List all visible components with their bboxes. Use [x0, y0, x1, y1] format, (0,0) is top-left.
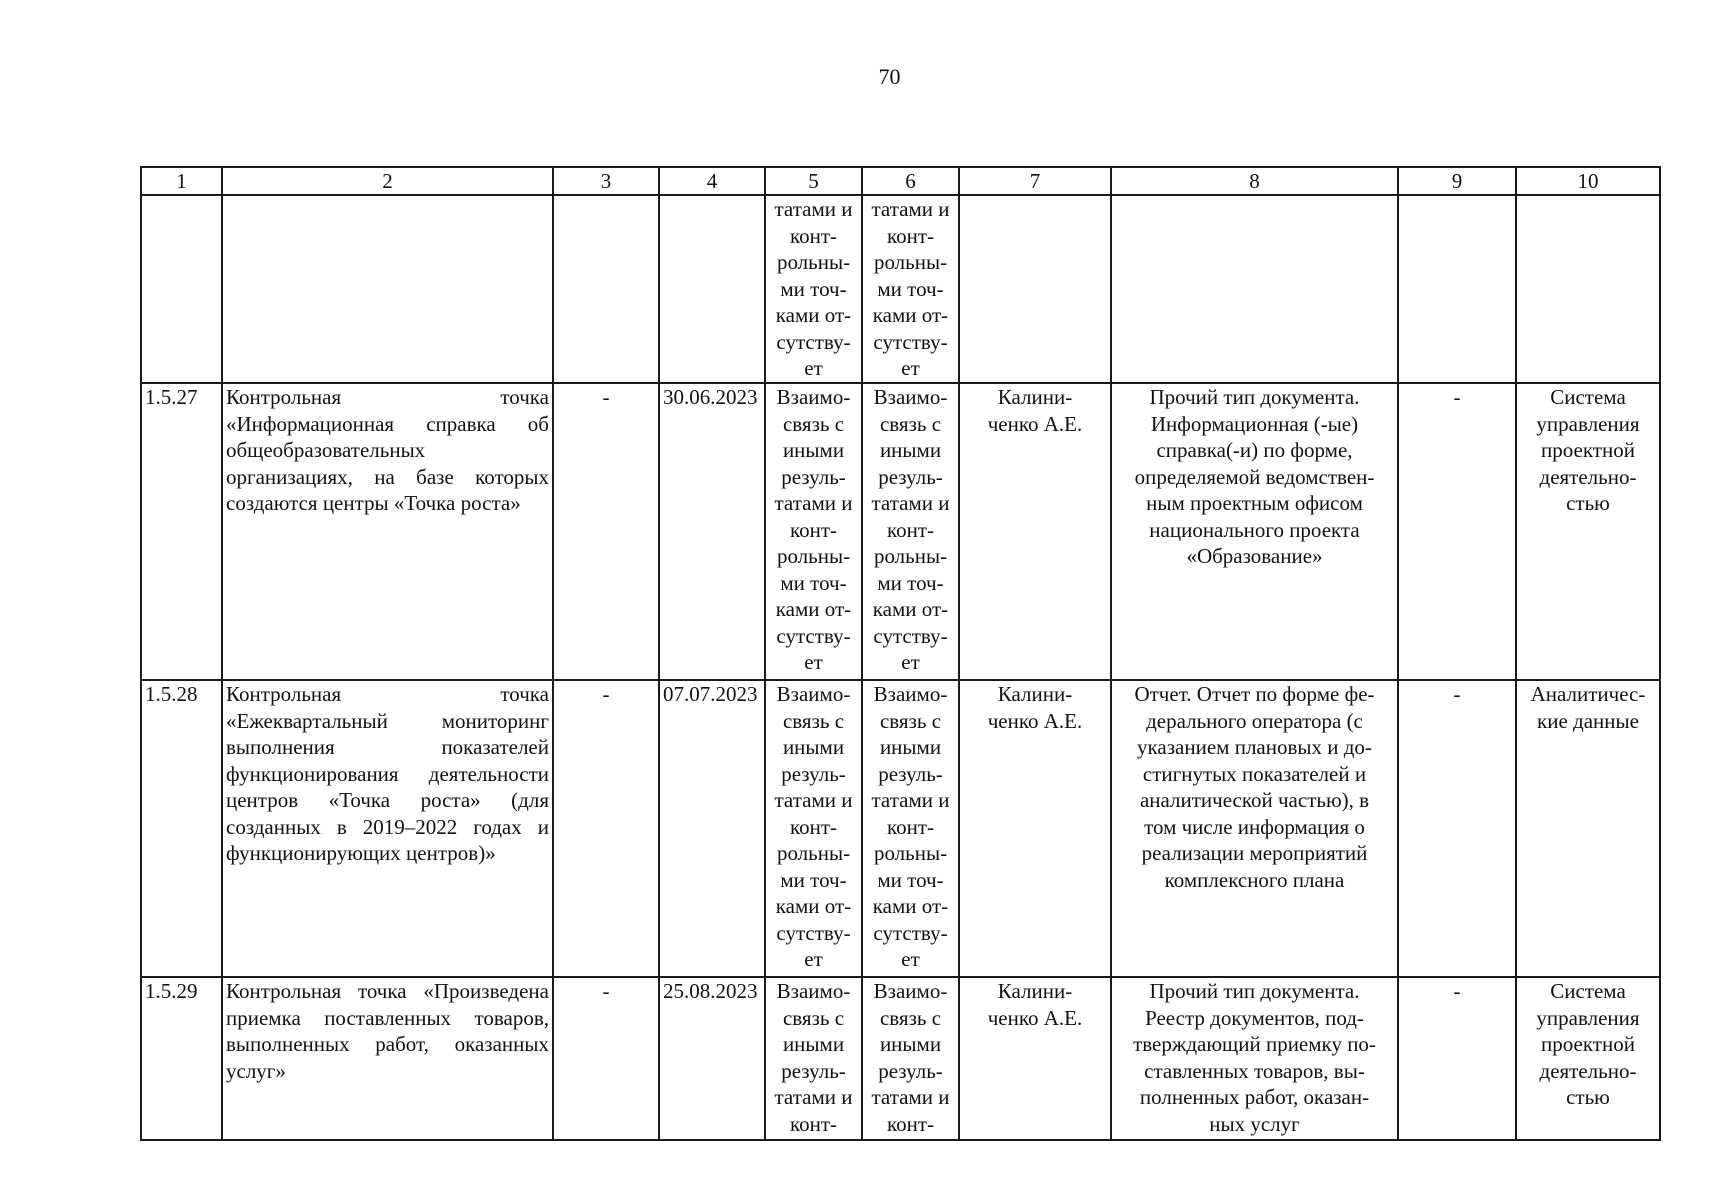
row-name: Контрольная точка «Ежеквартальный мониторинг выполнения показателей функционирования деятельности центров «Точка роста» (для созданных в 2019–2022 годах и функционирующих центров)»: [222, 680, 553, 977]
cell-line: ками от-: [775, 303, 852, 327]
row-col6: [862, 383, 959, 680]
cell-line: ми точ-: [877, 867, 944, 892]
cell-line: конт-: [886, 1111, 935, 1136]
cell-line: Отчет. Отчет по форме фе-: [1134, 682, 1375, 706]
cell-line: резуль-: [781, 761, 846, 786]
row-document: [1111, 383, 1398, 680]
cell-line: связь с: [879, 708, 942, 733]
header-cell: 1: [141, 167, 222, 195]
row-col3: -: [553, 680, 659, 977]
cell-line: Информационная (-ые): [1150, 411, 1359, 436]
row-col9: -: [1398, 680, 1516, 977]
cell-line: деятельно-: [1539, 1058, 1637, 1083]
cell-line: сутству-: [873, 920, 948, 945]
cell-line: деятельно-: [1539, 464, 1637, 489]
header-cell: 2: [222, 167, 553, 195]
cell-line: Взаимо-: [776, 979, 851, 1003]
cell-line: ставленных товаров, вы-: [1144, 1058, 1365, 1083]
cell-line: конт-: [789, 814, 838, 839]
row-responsible: [959, 977, 1111, 1140]
cell-line: связь с: [879, 411, 942, 436]
cell-line: управления: [1536, 411, 1640, 436]
cell-line: конт-: [789, 223, 838, 248]
cell-line: ет: [804, 947, 823, 971]
row-responsible: [959, 383, 1111, 680]
cell-line: кие данные: [1537, 708, 1639, 733]
cell-line: ками от-: [872, 894, 949, 918]
cell-line: ками от-: [872, 303, 949, 327]
cell-line: проектной: [1541, 438, 1635, 462]
cell-line: Аналитичес-: [1530, 682, 1646, 706]
header-cell: 7: [959, 167, 1111, 195]
row-document: [1111, 680, 1398, 977]
cell-line: ченко А.Е.: [987, 708, 1083, 733]
row-responsible: [959, 680, 1111, 977]
cell-line: Взаимо-: [873, 979, 948, 1003]
cell-line: стью: [1566, 1085, 1610, 1109]
row-system: [1516, 977, 1660, 1140]
cell-line: рольны-: [873, 544, 948, 568]
cell-line: татами и: [774, 788, 853, 812]
cell-line: аналитической частью), в: [1139, 788, 1370, 812]
row-col3: -: [553, 977, 659, 1140]
cell-line: ми точ-: [780, 867, 847, 892]
cell-line: комплексного плана: [1164, 867, 1345, 892]
table-row: [141, 680, 1660, 977]
row-col6: [862, 977, 959, 1140]
cell-line: «Образование»: [1186, 544, 1323, 568]
cell-line: ками от-: [872, 597, 949, 621]
row-date: 25.08.2023: [659, 977, 765, 1140]
cell-line: рольны-: [873, 250, 948, 274]
row-name: Контрольная точка «Информационная справка об общеобразовательных организациях, на базе которых создаются центры «Точка роста»: [222, 383, 553, 680]
cell-line: Взаимо-: [873, 385, 948, 409]
cell-line: сутству-: [776, 623, 851, 648]
cell-line: сутству-: [776, 920, 851, 945]
header-cell: 10: [1516, 167, 1660, 195]
cell-line: резуль-: [878, 761, 943, 786]
cell-line: ным проектным офисом: [1146, 491, 1363, 515]
cell-line: ми точ-: [877, 570, 944, 595]
cell-line: ных услуг: [1209, 1111, 1300, 1136]
cell-line: стигнутых показателей и: [1142, 761, 1367, 786]
cell-line: ет: [901, 947, 920, 971]
cell-line: иными: [879, 735, 942, 759]
cell-line: рольны-: [873, 841, 948, 865]
cell-line: сутству-: [873, 623, 948, 648]
cell-line: рольны-: [776, 544, 851, 568]
table-row: [141, 977, 1660, 1140]
row-system: [1516, 383, 1660, 680]
cell-line: конт-: [789, 1111, 838, 1136]
cell-line: Система: [1550, 385, 1626, 409]
row-system: [1516, 680, 1660, 977]
continuation-row: [141, 195, 1660, 383]
row-col3: -: [553, 383, 659, 680]
cell-line: Взаимо-: [873, 682, 948, 706]
row-date: 30.06.2023: [659, 383, 765, 680]
cell-line: Реестр документов, под-: [1145, 1005, 1364, 1030]
cell-line: Взаимо-: [776, 385, 851, 409]
row-col9: -: [1398, 977, 1516, 1140]
cell-line: сутству-: [776, 329, 851, 354]
cell-line: конт-: [886, 223, 935, 248]
row-code: 1.5.29: [141, 977, 222, 1140]
row-col9: -: [1398, 383, 1516, 680]
cell-line: ми точ-: [877, 276, 944, 301]
row-col6: [862, 680, 959, 977]
cell-line: татами и: [774, 197, 853, 221]
cell-line: справка(-и) по форме,: [1156, 438, 1353, 462]
cell-line: управления: [1536, 1005, 1640, 1030]
cell-line: конт-: [886, 517, 935, 542]
cell-line: Прочий тип документа.: [1149, 979, 1360, 1003]
cell-line: определяемой ведомствен-: [1134, 464, 1375, 489]
cell-line: иными: [782, 438, 845, 462]
cell-line: дерального оператора (с: [1146, 708, 1363, 733]
row-col5: [765, 977, 862, 1140]
cell-line: резуль-: [781, 1058, 846, 1083]
cell-line: ками от-: [775, 597, 852, 621]
cell-line: Взаимо-: [776, 682, 851, 706]
page-number: 70: [878, 64, 901, 89]
cell-line: ченко А.Е.: [987, 411, 1083, 436]
cell-line: резуль-: [781, 464, 846, 489]
cell-line: тверждающий приемку по-: [1133, 1032, 1376, 1056]
cell-line: ками от-: [775, 894, 852, 918]
cell-line: связь с: [782, 411, 845, 436]
cell-line: указанием плановых и до-: [1137, 735, 1372, 759]
cell-line: стью: [1566, 491, 1610, 515]
cell-line: связь с: [782, 708, 845, 733]
cell-line: Прочий тип документа.: [1149, 385, 1360, 409]
cell-line: резуль-: [878, 1058, 943, 1083]
cell-line: ет: [804, 356, 823, 380]
cell-line: татами и: [871, 1085, 950, 1109]
cell-line: конт-: [789, 517, 838, 542]
cell-line: Система: [1550, 979, 1626, 1003]
cell-line: Калини-: [997, 979, 1073, 1003]
cell-line: татами и: [871, 491, 950, 515]
cell-line: реализации мероприятий: [1141, 841, 1368, 865]
cell-line: ет: [804, 650, 823, 674]
cell-line: рольны-: [776, 841, 851, 865]
header-cell: 3: [553, 167, 659, 195]
cell-line: ми точ-: [780, 570, 847, 595]
cell-line: конт-: [886, 814, 935, 839]
row-document: [1111, 977, 1398, 1140]
row-col5: [765, 383, 862, 680]
cell-line: сутству-: [873, 329, 948, 354]
table-row: [141, 383, 1660, 680]
header-row: [141, 167, 1660, 195]
header-cell: 6: [862, 167, 959, 195]
header-cell: 4: [659, 167, 765, 195]
cell-line: ми точ-: [780, 276, 847, 301]
cell-line: ченко А.Е.: [987, 1005, 1083, 1030]
cell-line: связь с: [879, 1005, 942, 1030]
cell-line: Калини-: [997, 682, 1073, 706]
cell-line: Калини-: [997, 385, 1073, 409]
row-date: 07.07.2023: [659, 680, 765, 977]
cell-line: ет: [901, 356, 920, 380]
row-code: 1.5.27: [141, 383, 222, 680]
header-cell: 9: [1398, 167, 1516, 195]
row-name: Контрольная точка «Произведена приемка поставленных товаров, выполненных работ, оказанных услуг»: [222, 977, 553, 1140]
cell-line: рольны-: [776, 250, 851, 274]
cell-line: иными: [879, 438, 942, 462]
continuation-col6: [862, 195, 959, 383]
cell-line: связь с: [782, 1005, 845, 1030]
cell-line: проектной: [1541, 1032, 1635, 1056]
cell-line: резуль-: [878, 464, 943, 489]
cell-line: татами и: [871, 197, 950, 221]
continuation-col5: [765, 195, 862, 383]
header-cell: 5: [765, 167, 862, 195]
row-col5: [765, 680, 862, 977]
cell-line: татами и: [871, 788, 950, 812]
cell-line: иными: [879, 1032, 942, 1056]
control-points-table: [140, 166, 1661, 1141]
cell-line: полненных работ, оказан-: [1139, 1085, 1370, 1109]
cell-line: иными: [782, 1032, 845, 1056]
cell-line: татами и: [774, 1085, 853, 1109]
row-code: 1.5.28: [141, 680, 222, 977]
cell-line: том числе информация о: [1144, 814, 1365, 839]
cell-line: иными: [782, 735, 845, 759]
cell-line: татами и: [774, 491, 853, 515]
cell-line: национального проекта: [1149, 517, 1360, 542]
header-cell: 8: [1111, 167, 1398, 195]
cell-line: ет: [901, 650, 920, 674]
